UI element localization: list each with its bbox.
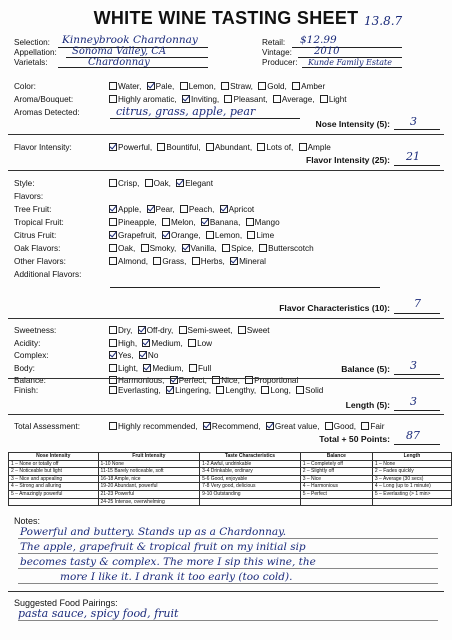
key-cell: 3 – Nice <box>300 475 372 483</box>
option-label: Dry, <box>118 326 135 335</box>
checkbox-abundant[interactable] <box>206 143 214 151</box>
finish-label: Finish: <box>14 386 39 395</box>
option-label: Herbs, <box>200 257 228 266</box>
option-label: Inviting, <box>190 95 222 104</box>
length-score-box[interactable] <box>394 398 440 411</box>
checkbox-straw[interactable] <box>221 82 229 90</box>
finish-options <box>106 386 323 395</box>
option-label: Mineral <box>239 257 266 266</box>
handwritten-date: 13.8.7 <box>364 14 403 28</box>
key-cell <box>372 498 451 506</box>
option-label: Pineapple, <box>118 218 159 227</box>
producer-value[interactable]: Kunde Family Estate <box>308 58 392 67</box>
checkbox-low[interactable] <box>188 339 196 347</box>
key-row <box>9 460 452 468</box>
checkbox-light[interactable] <box>320 95 328 103</box>
option-label: Good, <box>333 422 359 431</box>
option-label: Medium, <box>152 363 186 373</box>
checkbox-yes[interactable] <box>109 351 117 359</box>
key-cell: 4 – Long (up to 1 minute) <box>372 483 451 491</box>
checkbox-pale[interactable] <box>147 82 155 90</box>
checkbox-long[interactable] <box>261 386 269 394</box>
option-label: Water, <box>118 82 144 91</box>
option-label: Amber <box>301 82 326 91</box>
key-cell: 1 – None or totally off <box>9 460 99 468</box>
vintage-label: Vintage: <box>262 48 292 57</box>
nose-intensity-score-label: Nose Intensity (5): <box>315 119 390 129</box>
option-label: Straw, <box>230 82 256 91</box>
checkbox-amber[interactable] <box>292 82 300 90</box>
aromas-detected-value[interactable]: citrus, grass, apple, pear <box>116 105 256 118</box>
food-pairings-label: Suggested Food Pairings: <box>14 598 118 608</box>
checkbox-lemon[interactable] <box>206 231 214 239</box>
option-label: Elegant <box>185 179 214 188</box>
color-options <box>106 82 325 91</box>
option-label: High, <box>118 338 140 348</box>
section-divider <box>8 591 444 592</box>
option-label: Bountiful, <box>166 143 203 152</box>
option-label: Gold, <box>267 82 290 91</box>
row-options-tree-fruit <box>106 205 254 214</box>
option-label: Off-dry, <box>146 326 176 335</box>
key-header: Balance <box>300 453 372 461</box>
option-label: Orange, <box>170 231 203 240</box>
checkbox-lingering[interactable] <box>166 386 174 394</box>
row-label-citrus-fruit: Citrus Fruit: <box>14 231 57 240</box>
option-label: Yes, <box>118 351 136 360</box>
key-cell: 5 – Everlasting (> 1 min> <box>372 490 451 498</box>
additional-flavors-line <box>110 287 380 288</box>
checkbox-orange[interactable] <box>162 231 170 239</box>
checkbox-mango[interactable] <box>246 218 254 226</box>
row-options-acidity <box>106 339 212 348</box>
option-label: Recommend, <box>211 422 263 431</box>
option-label: Light, <box>118 363 141 373</box>
option-label: Abundant, <box>214 143 255 152</box>
notes-line-4[interactable]: more I like it. I drank it too early (too cold). <box>60 571 293 583</box>
food-pairings-value[interactable]: pasta sauce, spicy food, fruit <box>18 607 179 620</box>
checkbox-pear[interactable] <box>147 205 155 213</box>
key-cell: 1-10 None <box>98 460 200 468</box>
total-assessment-label: Total Assessment: <box>14 422 80 431</box>
checkbox-pineapple[interactable] <box>109 218 117 226</box>
length-score-label: Length (5): <box>345 400 390 410</box>
checkbox-mineral[interactable] <box>230 257 238 265</box>
option-label: Perfect, <box>178 376 210 385</box>
nose-intensity-score-box[interactable] <box>394 117 440 130</box>
option-label: Lingering, <box>175 386 214 395</box>
option-label: Harmonious, <box>118 376 167 385</box>
balance-score-value: 3 <box>410 359 417 372</box>
key-cell: 2 – Slightly off <box>300 468 372 476</box>
option-label: Grass, <box>162 257 189 266</box>
notes-rule <box>18 538 438 539</box>
option-label: Pale, <box>155 82 177 91</box>
key-header: Fruit Intensity <box>98 453 200 461</box>
aromas-detected-label: Aromas Detected: <box>14 108 80 117</box>
checkbox-great-value[interactable] <box>266 422 274 430</box>
option-label: Butterscotch <box>268 244 314 253</box>
key-row <box>9 490 452 498</box>
option-label: Nice, <box>221 376 243 385</box>
section-divider <box>8 378 444 379</box>
option-label: Fair <box>370 422 385 431</box>
row-options-oak-flavors <box>106 244 314 253</box>
key-cell: 7-8 Very good, delicious <box>200 483 301 491</box>
selection-label: Selection: <box>14 38 50 47</box>
row-options-body <box>106 364 211 373</box>
checkbox-full[interactable] <box>189 364 197 372</box>
checkbox-bountiful[interactable] <box>157 143 165 151</box>
row-options-citrus-fruit <box>106 231 274 240</box>
notes-line-1[interactable]: Powerful and buttery. Stands up as a Chardonnay. <box>20 526 287 538</box>
checkbox-lengthy[interactable] <box>216 386 224 394</box>
checkbox-average[interactable] <box>273 95 281 103</box>
flavor-intensity-score-label: Flavor Intensity (25): <box>305 155 390 165</box>
row-label-tree-fruit: Tree Fruit: <box>14 205 52 214</box>
checkbox-lots-of[interactable] <box>257 143 265 151</box>
checkbox-butterscotch[interactable] <box>259 244 267 252</box>
key-cell: 16-18 Ample, nice <box>98 475 200 483</box>
option-label: Spice, <box>231 244 257 253</box>
checkbox-peach[interactable] <box>180 205 188 213</box>
checkbox-sweet[interactable] <box>238 326 246 334</box>
total-points-label: Total + 50 Points: <box>319 434 390 444</box>
option-label: Oak, <box>153 179 174 188</box>
producer-line <box>302 67 402 68</box>
balance-score-box[interactable] <box>394 362 440 375</box>
appellation-label: Appellation: <box>14 48 57 57</box>
varietals-label: Varietals: <box>14 58 48 67</box>
checkbox-smoky[interactable] <box>141 244 149 252</box>
row-label-additional-flavors: Additional Flavors: <box>14 270 82 279</box>
checkbox-melon[interactable] <box>162 218 170 226</box>
checkbox-crisp[interactable] <box>109 179 117 187</box>
retail-value[interactable]: $12.99 <box>300 34 337 46</box>
key-cell: 9-10 Outstanding <box>200 490 301 498</box>
nose-intensity-score-value: 3 <box>410 115 417 128</box>
sheet-title: WHITE WINE TASTING SHEET <box>93 8 359 28</box>
key-cell: 3 – Nice and appealing <box>9 475 99 483</box>
option-label: Banana, <box>209 218 243 227</box>
row-options-style <box>106 179 213 188</box>
selection-value[interactable]: Kinneybrook Chardonnay <box>62 34 198 46</box>
retail-line <box>292 47 402 48</box>
option-label: Lemon, <box>214 231 245 240</box>
row-label-style: Style: <box>14 179 35 188</box>
option-label: Great value, <box>274 422 322 431</box>
key-cell <box>9 498 99 506</box>
key-cell: 5-6 Good, enjoyable <box>200 475 301 483</box>
notes-rule <box>18 553 438 554</box>
checkbox-vanilla[interactable] <box>182 244 190 252</box>
row-options-tropical-fruit <box>106 218 280 227</box>
option-label: Lengthy, <box>225 386 259 395</box>
checkbox-oak[interactable] <box>145 179 153 187</box>
checkbox-apricot[interactable] <box>220 205 228 213</box>
row-label-oak-flavors: Oak Flavors: <box>14 244 61 253</box>
balance-score-label: Balance (5): <box>341 364 390 374</box>
checkbox-ample[interactable] <box>299 143 307 151</box>
checkbox-almond[interactable] <box>109 257 117 265</box>
flavor-characteristics-score-value: 7 <box>414 297 421 310</box>
option-label: Apple, <box>118 205 144 214</box>
checkbox-spice[interactable] <box>222 244 230 252</box>
checkbox-recommend[interactable] <box>203 422 211 430</box>
option-label: Light <box>328 95 347 104</box>
row-label-flavors: Flavors: <box>14 192 44 201</box>
checkbox-grass[interactable] <box>153 257 161 265</box>
checkbox-light[interactable] <box>109 364 117 372</box>
notes-rule <box>18 568 438 569</box>
total-points-value: 87 <box>406 429 420 442</box>
option-label: Grapefruit, <box>118 231 159 240</box>
key-cell: 3 – Average (30 secs) <box>372 475 451 483</box>
notes-line-2[interactable]: The apple, grapefruit & tropical fruit on my initial sip <box>20 541 306 553</box>
aroma-label: Aroma/Bouquet: <box>14 95 74 104</box>
option-label: Proportional <box>254 376 299 385</box>
notes-rule <box>18 583 438 584</box>
option-label: Lots of, <box>266 143 296 152</box>
row-label-complex: Complex: <box>14 351 49 360</box>
option-label: Medium, <box>151 338 186 348</box>
row-options-complex <box>106 351 158 360</box>
row-label-sweetness: Sweetness: <box>14 326 57 335</box>
retail-label: Retail: <box>262 38 286 47</box>
checkbox-fair[interactable] <box>361 422 369 430</box>
key-cell: 5 – Perfect <box>300 490 372 498</box>
flavor-intensity-label: Flavor Intensity: <box>14 143 72 152</box>
length-score-value: 3 <box>410 395 417 408</box>
checkbox-gold[interactable] <box>258 82 266 90</box>
checkbox-medium[interactable] <box>142 339 150 347</box>
option-label: Oak, <box>118 244 138 253</box>
option-label: Mango <box>254 218 280 227</box>
option-label: Ample <box>307 143 331 152</box>
key-row <box>9 468 452 476</box>
key-cell: 1 – None <box>372 460 451 468</box>
scoring-key-table <box>8 452 452 506</box>
option-label: Lime <box>256 231 275 240</box>
flavor-characteristics-score-label: Flavor Characteristics (10): <box>279 303 390 313</box>
key-cell: 4 – Strong and alluring <box>9 483 99 491</box>
appellation-value[interactable]: Sonoma Valley, CA <box>72 46 167 57</box>
checkbox-no[interactable] <box>139 351 147 359</box>
checkbox-lime[interactable] <box>247 231 255 239</box>
option-label: Almond, <box>118 257 151 266</box>
row-label-body: Body: <box>14 363 35 373</box>
option-label: Melon, <box>170 218 198 227</box>
key-cell: 3-4 Drinkable, ordinary <box>200 468 301 476</box>
key-row <box>9 498 452 506</box>
notes-line-3[interactable]: becomes tasty & complex. The more I sip this wine, the <box>20 556 316 568</box>
option-label: Low <box>197 338 213 348</box>
checkbox-water[interactable] <box>109 82 117 90</box>
option-label: Full <box>197 363 212 373</box>
option-label: Highly aromatic, <box>118 95 179 104</box>
section-divider <box>8 318 444 319</box>
option-label: Semi-sweet, <box>187 326 235 335</box>
option-label: Smoky, <box>149 244 179 253</box>
checkbox-high[interactable] <box>109 339 117 347</box>
key-row <box>9 483 452 491</box>
key-cell <box>200 498 301 506</box>
checkbox-inviting[interactable] <box>182 95 190 103</box>
option-label: Vanilla, <box>190 244 220 253</box>
checkbox-semi-sweet[interactable] <box>179 326 187 334</box>
key-cell: 24-25 Intense, overwhelming <box>98 498 200 506</box>
checkbox-powerful[interactable] <box>109 143 117 151</box>
option-label: Long, <box>270 386 294 395</box>
checkbox-lemon[interactable] <box>180 82 188 90</box>
key-cell: 1 – Completely off <box>300 460 372 468</box>
key-cell: 11-15 Barely noticeable, soft <box>98 468 200 476</box>
row-label-tropical-fruit: Tropical Fruit: <box>14 218 64 227</box>
producer-label: Producer: <box>262 58 298 67</box>
flavor-intensity-options <box>106 143 331 152</box>
key-cell: 21-23 Powerful <box>98 490 200 498</box>
row-options-sweetness <box>106 326 270 335</box>
option-label: Peach, <box>188 205 217 214</box>
option-label: No <box>147 351 159 360</box>
option-label: Solid <box>305 386 324 395</box>
option-label: Sweet <box>246 326 270 335</box>
checkbox-herbs[interactable] <box>192 257 200 265</box>
checkbox-highly-recommended[interactable] <box>109 422 117 430</box>
checkbox-highly-aromatic[interactable] <box>109 95 117 103</box>
key-header: Taste Characteristics <box>200 453 301 461</box>
checkbox-grapefruit[interactable] <box>109 231 117 239</box>
option-label: Pleasant, <box>233 95 270 104</box>
key-cell: 5 – Amazingly powerful <box>9 490 99 498</box>
key-cell: 2 – Noticeable but light <box>9 468 99 476</box>
checkbox-apple[interactable] <box>109 205 117 213</box>
key-header: Length <box>372 453 451 461</box>
option-label: Pear, <box>155 205 177 214</box>
key-row <box>9 475 452 483</box>
pairings-rule <box>18 620 438 621</box>
key-cell <box>300 498 372 506</box>
section-divider <box>8 170 444 171</box>
key-cell: 1-2 Awful, undrinkable <box>200 460 301 468</box>
total-assessment-options <box>106 422 384 431</box>
option-label: Highly recommended, <box>118 422 200 431</box>
aroma-options <box>106 95 347 104</box>
key-header: Nose Intensity <box>9 453 99 461</box>
flavor-intensity-score-value: 21 <box>406 150 420 163</box>
checkbox-banana[interactable] <box>201 218 209 226</box>
row-label-other-flavors: Other Flavors: <box>14 257 66 266</box>
section-divider <box>8 414 444 415</box>
aromas-detected-line <box>110 118 300 119</box>
key-cell: 2 – Fades quickly <box>372 468 451 476</box>
row-options-other-flavors <box>106 257 266 266</box>
checkbox-everlasting[interactable] <box>109 386 117 394</box>
option-label: Crisp, <box>118 179 142 188</box>
varietals-value[interactable]: Chardonnay <box>88 57 150 68</box>
checkbox-off-dry[interactable] <box>138 326 146 334</box>
option-label: Apricot <box>228 205 255 214</box>
row-label-balance: Balance: <box>14 376 46 385</box>
checkbox-good[interactable] <box>325 422 333 430</box>
checkbox-elegant[interactable] <box>176 179 184 187</box>
section-divider <box>8 134 444 135</box>
option-label: Average, <box>281 95 317 104</box>
key-cell: 19-20 Abundant, powerful <box>98 483 200 491</box>
checkbox-oak[interactable] <box>109 244 117 252</box>
color-label: Color: <box>14 82 36 91</box>
checkbox-pleasant[interactable] <box>224 95 232 103</box>
option-label: Lemon, <box>188 82 219 91</box>
option-label: Everlasting, <box>118 386 164 395</box>
key-cell: 4 – Harmonious <box>300 483 372 491</box>
checkbox-dry[interactable] <box>109 326 117 334</box>
vintage-value[interactable]: 2010 <box>314 46 340 57</box>
row-label-acidity: Acidity: <box>14 338 41 348</box>
notes-label: Notes: <box>14 516 41 526</box>
checkbox-solid[interactable] <box>296 386 304 394</box>
option-label: Powerful, <box>118 143 155 152</box>
checkbox-medium[interactable] <box>143 364 151 372</box>
